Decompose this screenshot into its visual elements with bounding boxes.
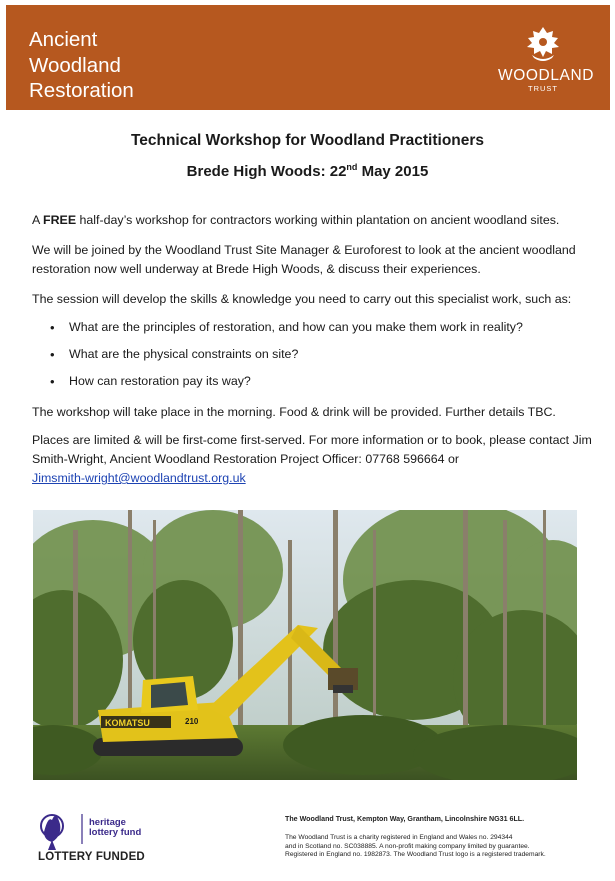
list-item: • What are the principles of restoration, and how can you make them work in reality? xyxy=(32,318,592,345)
excavator-model: 210 xyxy=(185,717,199,726)
forest-excavator-photo xyxy=(33,510,577,780)
subtitle-prefix: Brede High Woods: 22 xyxy=(186,163,347,180)
banner-title-line: Woodland xyxy=(29,53,121,77)
logo-subtext: TRUST xyxy=(528,84,558,93)
footer-legal-line: Registered in England no. 1982873. The Woodland Trust logo is a registered trademark. xyxy=(285,851,546,859)
excavator-brand: KOMATSU xyxy=(105,718,150,728)
intro-rest: half-day’s workshop for contractors working within plantation on ancient woodland sites. xyxy=(76,213,560,227)
footer-address: The Woodland Trust, Kempton Way, Grantham, Lincolnshire NG31 6LL. xyxy=(285,815,525,823)
hlf-line1: heritage xyxy=(89,817,126,828)
paragraph-contact xyxy=(32,431,592,488)
banner-title xyxy=(29,27,134,104)
oak-leaf-icon xyxy=(518,25,568,63)
contact-text: Places are limited & will be first-come first-served. For more information or to book, please contact Jim Smith-Wright, Ancient Woodland Restoration Project Officer: 07768 596664 or xyxy=(32,433,592,466)
page-title: Technical Workshop for Woodland Practitioners xyxy=(130,132,485,149)
banner-title-line: Restoration xyxy=(29,79,134,102)
footer-legal-line: The Woodland Trust is a charity registered in England and Wales no. 294344 xyxy=(285,834,513,842)
intro-lead: A xyxy=(32,213,44,227)
paragraph-visitors-text: We will be joined by the Woodland Trust Site Manager & Euroforest to look at the ancient woodland restoration now well underway at Brede High Woods, & discuss their experiences. xyxy=(32,243,576,276)
subtitle-ordinal: nd xyxy=(346,162,358,172)
logo-wordmark: WOODLAND xyxy=(498,67,595,84)
paragraph-visitors xyxy=(32,241,592,279)
banner-title-line: Ancient xyxy=(29,28,98,51)
paragraph-session xyxy=(32,290,592,309)
footer-legal-line: and in Scotland no. SC038885. A non-profit making company limited by guarantee. xyxy=(285,842,530,850)
header-banner xyxy=(6,5,610,110)
footer-legal xyxy=(285,815,605,860)
heritage-lottery-fund-wordmark xyxy=(89,818,141,838)
list-item: • What are the physical constraints on site? xyxy=(32,345,592,372)
paragraph-logistics-text: The workshop will take place in the morning. Food & drink will be provided. Further details TBC. xyxy=(32,405,556,419)
intro-free: FREE xyxy=(43,213,77,227)
subtitle-suffix: May 2015 xyxy=(357,163,429,180)
lottery-funded-label: LOTTERY FUNDED xyxy=(38,851,145,863)
page-subtitle xyxy=(0,162,615,180)
paragraph-logistics xyxy=(32,403,592,422)
intro-paragraph xyxy=(32,211,592,230)
woodland-trust-logo xyxy=(498,25,595,93)
list-item: • How can restoration pay its way? xyxy=(32,372,592,399)
email-link[interactable]: Jimsmith-wright@woodlandtrust.org.uk xyxy=(32,471,246,485)
bullet-list xyxy=(32,318,592,399)
paragraph-session-text: The session will develop the skills & knowledge you need to carry out this specialist work, such as: xyxy=(32,292,572,306)
hlf-line2: lottery fund xyxy=(89,827,142,838)
